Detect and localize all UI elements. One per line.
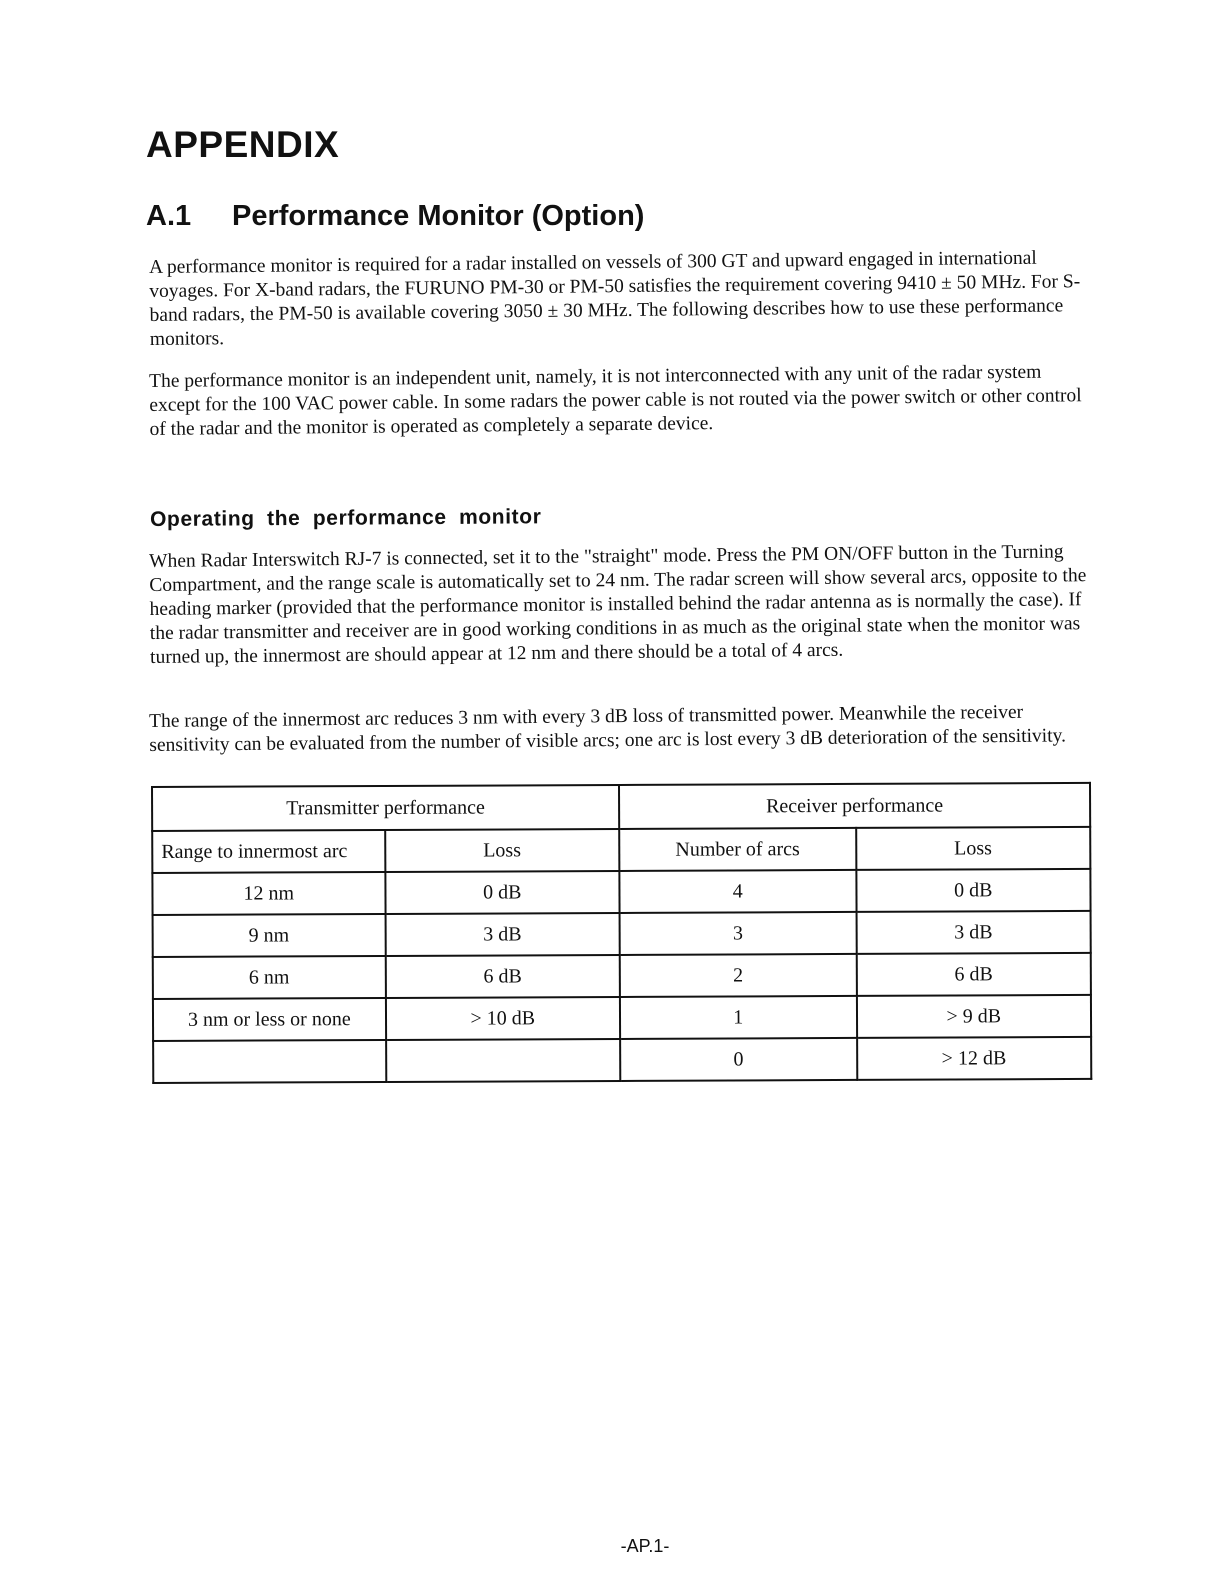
rx-loss-cell: 6 dB xyxy=(856,953,1091,996)
table-row xyxy=(153,911,1091,957)
table-row xyxy=(153,953,1091,999)
appendix-title: APPENDIX xyxy=(146,124,340,165)
arcs-column-header: Number of arcs xyxy=(619,828,856,871)
operating-subheading: Operating the performance monitor xyxy=(150,505,542,531)
table-column-header-row xyxy=(152,827,1090,873)
table-row xyxy=(152,869,1090,915)
tx-loss-cell xyxy=(386,1039,621,1082)
rx-loss-cell: > 9 dB xyxy=(856,995,1091,1038)
receiver-group-header: Receiver performance xyxy=(619,783,1090,829)
rx-loss-cell: > 12 dB xyxy=(857,1037,1092,1080)
rx-loss-column-header: Loss xyxy=(856,827,1091,870)
tx-loss-cell: 6 dB xyxy=(385,955,620,998)
range-cell: 9 nm xyxy=(153,914,386,957)
range-column-header: Range to innermost arc xyxy=(152,830,385,873)
section-number: A.1 xyxy=(146,200,192,232)
operating-paragraph: When Radar Interswitch RJ-7 is connected, set it to the "straight" mode. Press the PM ON/OFF button in the Turning Compartment, and the range scale is automatically set to 24 nm. The radar screen will show several arcs, opposite to the heading marker (provided that the performance monitor is installed behind the radar antenna as is normally the case). If the radar transmitter and receiver are in good working conditions in as much as the original state when the monitor was turned up, the innermost are should appear at 12 nm and there should be a total of 4 arcs. xyxy=(149,541,1087,668)
tx-loss-cell: > 10 dB xyxy=(386,997,621,1040)
rx-loss-cell: 0 dB xyxy=(856,869,1091,912)
transmitter-group-header: Transmitter performance xyxy=(152,785,619,831)
range-cell: 3 nm or less or none xyxy=(153,998,386,1041)
arcs-cell: 3 xyxy=(620,912,857,955)
page-number: -AP.1- xyxy=(620,1536,670,1556)
range-cell: 6 nm xyxy=(153,956,386,999)
table-row xyxy=(153,1037,1091,1083)
table-group-header-row xyxy=(152,783,1090,831)
intro-paragraph: A performance monitor is required for a radar installed on vessels of 300 GT and upward engaged in international voyages. For X-band radars, the FURUNO PM-30 or PM-50 satisfies the requirement covering 9410 ± 50 MHz. For S-band radars, the PM-50 is available covering 3050 ± 30 MHz. The following describes how to use these performance monitors. xyxy=(149,247,1081,350)
tx-loss-column-header: Loss xyxy=(385,829,620,872)
arcs-cell: 2 xyxy=(620,954,857,997)
range-cell xyxy=(153,1040,386,1083)
table-row xyxy=(153,995,1091,1041)
range-paragraph: The range of the innermost arc reduces 3 nm with every 3 dB loss of transmitted power. Meanwhile the receiver sensitivity can be evaluated from the number of visible arcs; one arc is lost every 3 dB deterioration of the sensitivity. xyxy=(149,701,1067,756)
tx-loss-cell: 0 dB xyxy=(385,871,620,914)
section-title: Performance Monitor (Option) xyxy=(232,200,645,232)
performance-table xyxy=(151,782,1092,1084)
section-heading xyxy=(146,200,644,233)
arcs-cell: 4 xyxy=(619,870,856,913)
independence-paragraph: The performance monitor is an independent unit, namely, it is not interconnected with any unit of the radar system except for the 100 VAC power cable. In some radars the power cable is not routed via the power switch or other control of the radar and the monitor is operated as completely a separate device. xyxy=(149,361,1082,440)
rx-loss-cell: 3 dB xyxy=(856,911,1091,954)
arcs-cell: 1 xyxy=(620,996,857,1039)
range-cell: 12 nm xyxy=(152,872,385,915)
arcs-cell: 0 xyxy=(620,1038,857,1081)
tx-loss-cell: 3 dB xyxy=(385,913,620,956)
